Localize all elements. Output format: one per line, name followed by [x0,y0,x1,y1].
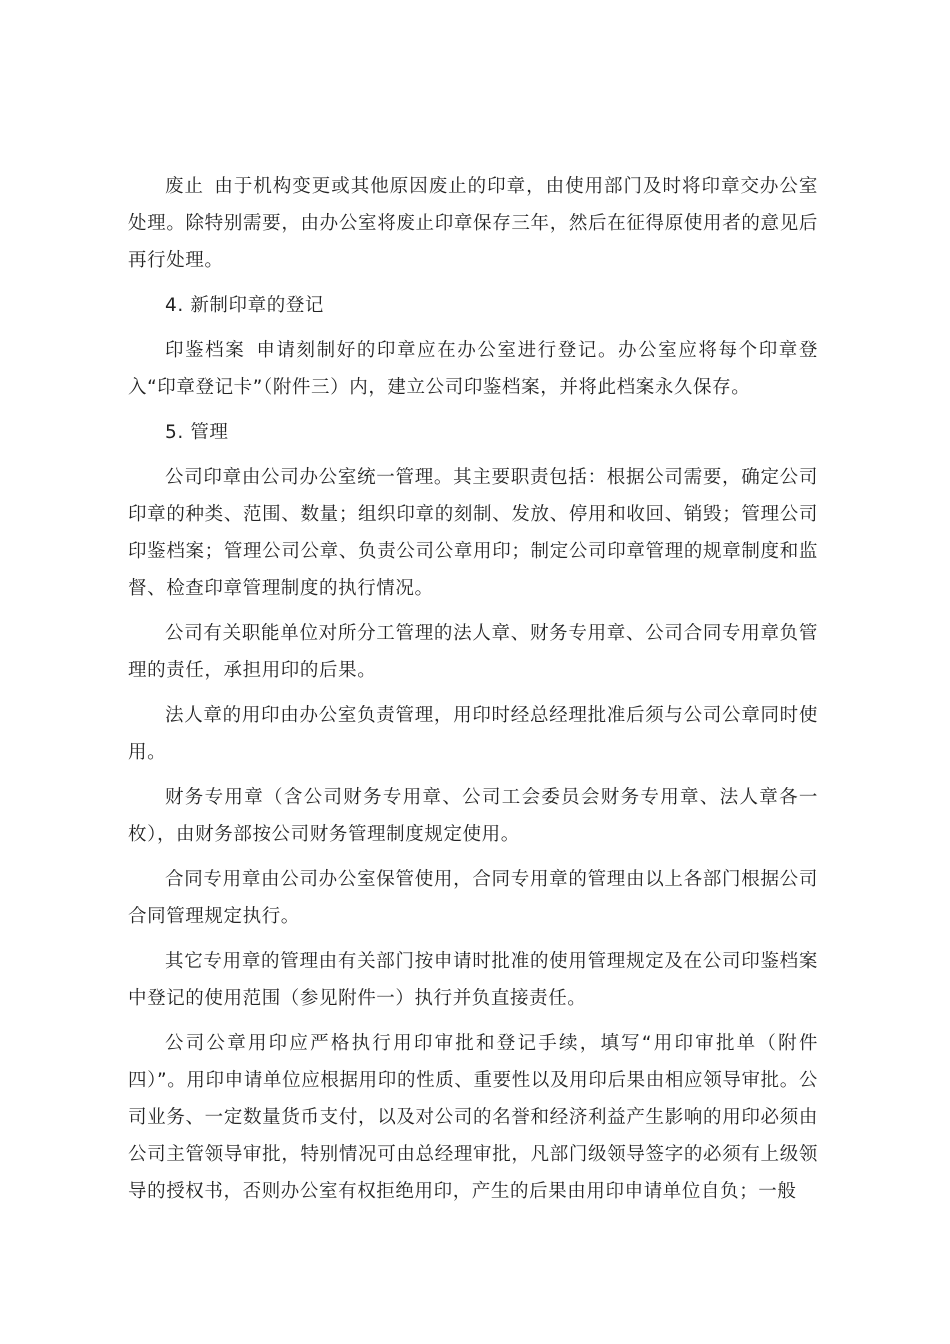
term-abolish: 废止 [165,176,204,197]
paragraph-abolish-text: 由于机构变更或其他原因废止的印章，由使用部门及时将印章交办公室处理。除特别需要，由办公室将废止印章保存三年，然后在征得原使用者的意见后再行处理。 [128,176,819,271]
term-archive: 印鉴档案 [165,340,246,361]
paragraph-office-duties: 公司印章由公司办公室统一管理。其主要职责包括：根据公司需要，确定公司印章的种类、范围、数量；组织印章的刻制、发放、停用和收回、销毁；管理公司印鉴档案；管理公司公章、负责公司公章用印；制定公司印章管理的规章制度和监督、检查印章管理制度的执行情况。 [128,467,818,599]
paragraph-official-seal-use: 公司公章用印应严格执行用印审批和登记手续，填写“用印审批单（附件四）”。用印申请单位应根据用印的性质、重要性以及用印后果由相应领导审批。公司业务、一定数量货币支付，以及对公司的名誉和经济利益产生影响的用印必须由公司主管领导审批，特别情况可由总经理审批，凡部门级领导签字的必须有上级领导的授权书，否则办公室有权拒绝用印，产生的后果由用印申请单位自负；一般 [128,1033,818,1202]
section-heading-5: 5. 管理 [165,422,229,443]
document-body [128,168,818,1218]
paragraph-finance-seal: 财务专用章（含公司财务专用章、公司工会委员会财务专用章、法人章各一枚），由财务部按公司财务管理制度规定使用。 [128,787,818,845]
paragraph-abolish [128,168,818,279]
paragraph-other-seals: 其它专用章的管理由有关部门按申请时批准的使用管理规定及在公司印鉴档案中登记的使用范围（参见附件一）执行并负直接责任。 [128,951,818,1009]
paragraph-unit-responsibility: 公司有关职能单位对所分工管理的法人章、财务专用章、公司合同专用章负管理的责任，承担用印的后果。 [128,623,818,681]
section-heading-4: 4. 新制印章的登记 [165,295,325,316]
paragraph-archive-text: 申请刻制好的印章应在办公室进行登记。办公室应将每个印章登入“印章登记卡”（附件三）内，建立公司印鉴档案，并将此档案永久保存。 [128,340,818,398]
paragraph-archive [128,332,818,406]
paragraph-legal-seal: 法人章的用印由办公室负责管理，用印时经总经理批准后须与公司公章同时使用。 [128,705,818,763]
paragraph-contract-seal: 合同专用章由公司办公室保管使用，合同专用章的管理由以上各部门根据公司合同管理规定执行。 [128,869,818,927]
